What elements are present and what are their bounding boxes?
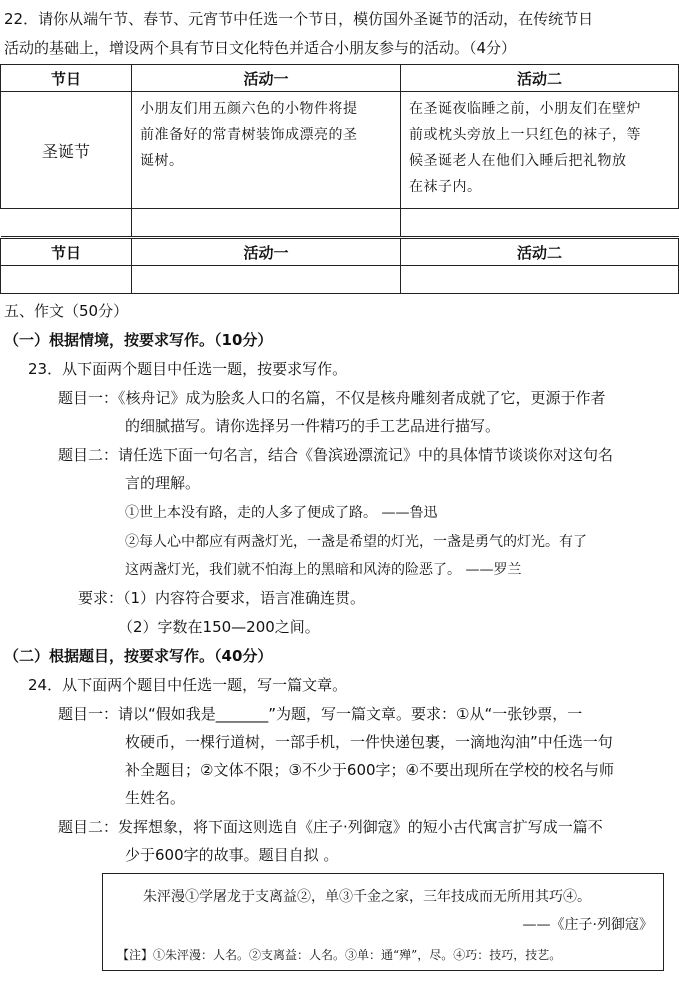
q24-topic1-line2: 枚硬币，一棵行道树，一部手机，一件快递包裹，一滴地沟油”中任选一句 [125,733,613,751]
festival-name: 圣诞节 [41,141,90,161]
activity2-line: 在圣诞夜临睡之前，小朋友们在壁炉 [409,101,641,117]
table1-header-festival: 节日 [1,65,132,92]
table1-spacer-cell [132,209,401,237]
quote-lu-xun: ①世上本没有路，走的人多了便成了路。 ——鲁迅 [125,505,438,521]
table2-answer-activity1-cell[interactable] [132,266,401,294]
q23-topic2-line1: 题目二：请任选下面一句名言，结合《鲁滨逊漂流记》中的具体情节谈谈你对这句名 [58,446,614,464]
activity1-line: 诞树。 [140,153,184,169]
q24-topic1-line3: 补全题目；②文体不限；③不少于600字；④不要出现所在学校的校名与师 [125,761,614,779]
table2-header-activity2: 活动二 [401,239,679,266]
q23-intro: 23．从下面两个题目中任选一题，按要求写作。 [28,360,348,378]
table2-answer-activity2-cell[interactable] [401,266,679,294]
activity2-line: 候圣诞老人在他们入睡后把礼物放 [409,153,627,169]
q24-topic2-line2: 少于600字的故事。题目自拟 。 [125,846,339,864]
table2-answer-festival-cell[interactable] [1,266,132,294]
quote-luo-lan-line1: ②每人心中都应有两盏灯光，一盏是希望的灯光，一盏是勇气的灯光。有了 [125,534,587,550]
section5-title: 五、作文（50分） [4,302,129,320]
q24-topic2-line1: 题目二：发挥想象，将下面这则选自《庄子·列御寇》的短小古代寓言扩写成一篇不 [58,818,603,836]
table1-spacer-cell [401,209,679,237]
table1-spacer-cell [1,209,132,237]
table2-header-festival: 节日 [1,239,132,266]
table1-festival-cell [1,92,132,209]
activity2-line: 前或枕头旁放上一只红色的袜子，等 [409,127,641,143]
part2-title: （二）根据题目，按要求写作。（40分） [4,647,273,665]
fable-quote-box [102,873,664,971]
quote-luo-lan-line2: 这两盏灯光，我们就不怕海上的黑暗和风涛的险恶了。 ——罗兰 [125,562,522,578]
q23-topic1-line1: 题目一：《核舟记》成为脍炙人口的名篇，不仅是核舟雕刻者成就了它，更源于作者 [58,389,606,407]
table1-header-activity2: 活动二 [401,65,679,92]
q23-topic2-line2: 言的理解。 [125,474,201,492]
q24-intro: 24．从下面两个题目中任选一题，写一篇文章。 [28,676,348,694]
table2-header-activity1: 活动一 [132,239,401,266]
fable-text: 朱泙漫①学屠龙于支离益②，单③千金之家，三年技成而无所用其巧④。 [143,889,591,905]
activity1-line: 前准备好的常青树装饰成漂亮的圣 [140,127,358,143]
q24-topic1-line1: 题目一：请以“假如我是_______”为题，写一篇文章。要求：①从“一张钞票，一 [58,705,583,723]
example-activity-table [0,64,679,237]
fable-note: 【注】①朱泙漫：人名。②支离益：人名。③单：通“殚”，尽。④巧：技巧，技艺。 [117,948,562,962]
q22-text-line2: 活动的基础上，增设两个具有节日文化特色并适合小朋友参与的活动。（4分） [4,39,517,57]
activity2-line: 在袜子内。 [409,179,482,195]
q23-topic1-line2: 的细腻描写。请你选择另一件精巧的手工艺品进行描写。 [125,417,501,435]
fable-source: ——《庄子·列御寇》 [522,917,653,933]
q23-requirement2: （2）字数在150—200之间。 [118,618,320,636]
answer-activity-table [0,238,679,294]
q24-topic1-line4: 生姓名。 [125,789,186,807]
table1-activity2-cell [401,92,679,209]
activity1-line: 小朋友们用五颜六色的小物件将提 [140,101,358,117]
part1-title: （一）根据情境，按要求写作。（10分） [4,331,273,349]
q23-requirement1: 要求：（1）内容符合要求，语言准确连贯。 [78,589,366,607]
table1-header-activity1: 活动一 [132,65,401,92]
q22-text-line1: 22．请你从端午节、春节、元宵节中任选一个节日，模仿国外圣诞节的活动，在传统节日 [4,10,594,28]
table1-activity1-cell [132,92,401,209]
